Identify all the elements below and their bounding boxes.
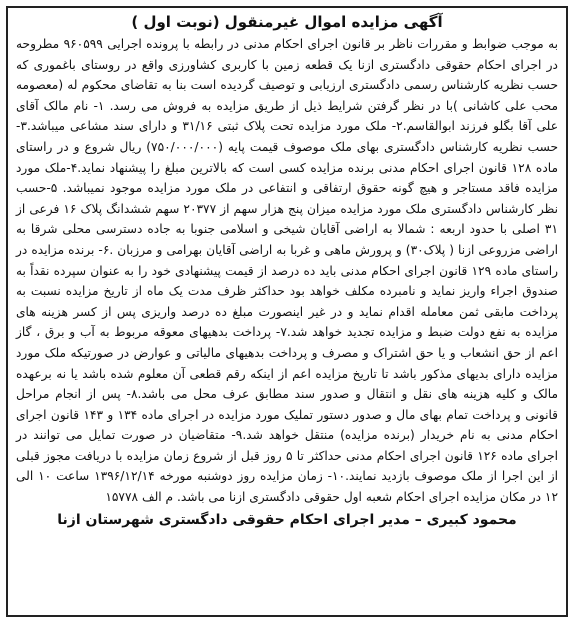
notice-body bbox=[16, 34, 558, 508]
notice-signature: محمود کبیری – مدیر اجرای احکام حقوقی دادگستری شهرستان ازنا bbox=[57, 511, 517, 528]
notice-intro: به موجب ضوابط و مقررات ناظر بر قانون اجرای احکام مدنی در رابطه با پرونده اجرایی ۹۶۰۵۹۹ مطروحه در اجرای احکام حقوقی دادگستری ازنا یک قطعه زمین با کاربری کشاورزی واقع در روستای باغموری که حسب نظریه کارشناس رسمی دادگستری ارزیابی و توصیف گردیده است بنا به تقاضای محکوم له (معصومه محب علی کاشانی )با در نظر گرفتن شرایط ذیل از طریق مزایده به فروش می رسد. bbox=[16, 37, 559, 113]
notice-title: آگهی مزایده اموال غیرمنقول (نوبت اول ) bbox=[131, 13, 443, 31]
auction-notice bbox=[6, 6, 568, 617]
notice-clauses: ۱- نام مالک آقای علی آقا بگلو فرزند ابوالقاسم.۲- ملک مورد مزایده تحت پلاک ثبتی ۳۱/۱۶ و دارای سند مشاعی میباشد.۳- حسب نظریه کارشناس دادگستری بهای ملک موصوف قیمت پایه (۷۵۰/۰۰۰/۰۰۰) ریال شروع و در راستای ماده ۱۲۸ قانون اجرای احکام مدنی برنده مزایده کسی است که بالاترین مبلغ را پیشنهاد نماید.۴-ملک مورد مزایده فاقد مستاجر و هیچ گونه حقوق ارتفاقی و انتفاعی در ملک مورد مزایده موجود نمیباشد. ۵-حسب نظر کارشناس دادگستری ملک مورد مزایده میزان پنج هزار سهم از ۲۰۳۷۷ سهم ششدانگ پلاک ۱۶ فرعی از ۳۱ اصلی با حدود اربعه : شمالا به اراضی آقایان شیخی و اسلامی جنوبا به جاده دسترسی محلی شرقا به اراضی مزروعی ازنا ( پلاک۳۰) و پرورش ماهی و غربا به اراضی آقایان بهرامی و مرزبان .۶- برنده مزایده در راستای ماده ۱۲۹ قانون اجرای احکام مدنی باید ده درصد از قیمت پیشنهادی خود را به عنوان سپرده نقداً به صندوق اجراء واریز نماید و نامبرده مکلف خواهد بود حداکثر ظرف مدت یک ماه از تاریخ مزایده نسبت به پرداخت مابقی ثمن معامله اقدام نماید و در غیر اینصورت مبلغ ده درصد واریزی پس از کسر هزینه های مزایده به نفع دولت ضبط و مزایده تجدید خواهد شد.۷- پرداخت بدهیهای معوقه مربوط به آب و برق ، گاز اعم از حق انشعاب و یا حق اشتراک و مصرف و پرداخت بدهیهای مالیاتی و عوارض در صورتیکه ملک مورد مزایده دارای بدیهای مذکور باشد تا تاریخ مزایده اعم از اینکه رقم قطعی آن معلوم شده باشد یا نه برعهده مالک و کلیه هزینه های نقل و انتقال و صدور سند مطابق عرف محل می باشد.۸- پس از انجام مراحل قانونی و پرداخت تمام بهای مال و صدور دستور تملیک مورد مزایده در اجرای ماده ۱۳۴ و ۱۴۳ قانون اجرای احکام مدنی به نام خریدار (برنده مزایده) منتقل خواهد شد.۹- متقاضیان در صورت تمایل می توانند در اجرای ماده ۱۲۶ قانون اجرای احکام مدنی حداکثر تا ۵ روز قبل از شروع زمان مزایده با دریافت مجوز قبلی از این اجرا از ملک موصوف بازدید نمایند.۱۰- زمان مزایده روز دوشنبه مورخه ۱۳۹۶/۱۲/۱۴ ساعت ۱۰ الی ۱۲ در مکان مزایده اجرای احکام شعبه اول حقوقی دادگستری ازنا می باشد. م الف ۱۵۷۷۸ bbox=[16, 98, 558, 505]
